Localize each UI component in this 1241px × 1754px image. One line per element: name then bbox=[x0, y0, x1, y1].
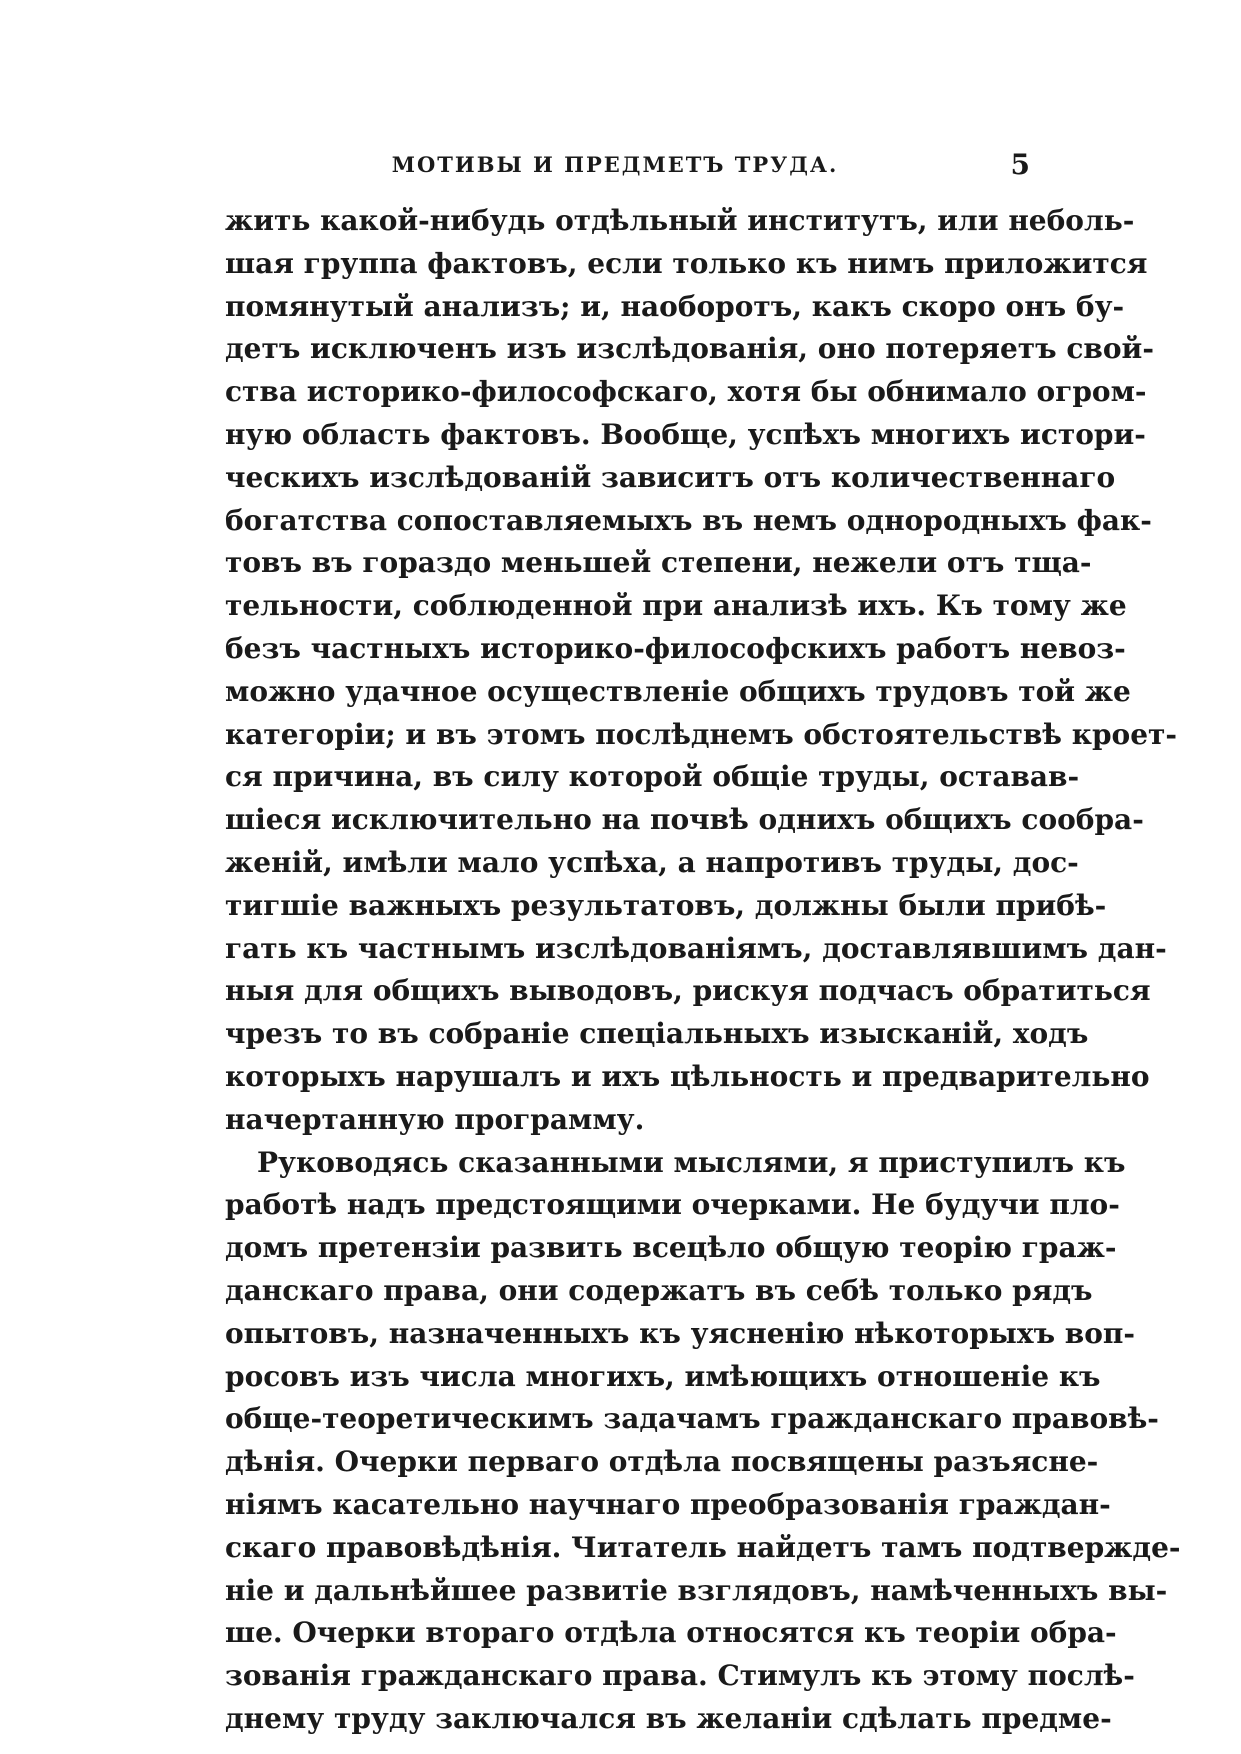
text-line: опытовъ, назначенныхъ къ уясненію нѣкоторыхъ воп- bbox=[225, 1316, 1136, 1350]
text-line: товъ въ гораздо меньшей степени, нежели отъ тща- bbox=[225, 546, 1092, 580]
text-line: ніямъ касательно научнаго преобразованія граждан- bbox=[225, 1487, 1111, 1521]
text-line: шая группа фактовъ, если только къ нимъ приложится bbox=[225, 246, 1148, 280]
text-line: можно удачное осуществленіе общихъ трудовъ той же bbox=[225, 674, 1131, 708]
text-line: ше. Очерки втораго отдѣла относятся къ теоріи обра- bbox=[225, 1616, 1117, 1650]
text-line: богатства сопоставляемыхъ въ немъ однородныхъ фак- bbox=[225, 503, 1152, 537]
text-line: категоріи; и въ этомъ послѣднемъ обстоятельствѣ кроет- bbox=[225, 717, 1177, 751]
text-line: детъ исключенъ изъ изслѣдованія, оно потеряетъ свой- bbox=[225, 332, 1154, 366]
text-line: шіеся исключительно на почвѣ однихъ общихъ сообра- bbox=[225, 803, 1144, 837]
text-line: ныя для общихъ выводовъ, рискуя подчасъ обратиться bbox=[225, 974, 1151, 1008]
text-line: днему труду заключался въ желаніи сдѣлать предме- bbox=[225, 1701, 1112, 1735]
running-head bbox=[200, 148, 1030, 184]
text-line: дѣнія. Очерки перваго отдѣла посвящены разъясне- bbox=[225, 1445, 1099, 1479]
text-line: данскаго права, они содержатъ въ себѣ только рядъ bbox=[225, 1273, 1093, 1307]
text-line: которыхъ нарушалъ и ихъ цѣльность и предварительно bbox=[225, 1059, 1150, 1093]
text-line: росовъ изъ числа многихъ, имѣющихъ отношеніе къ bbox=[225, 1359, 1101, 1393]
body-text bbox=[225, 200, 1181, 1741]
text-line: ческихъ изслѣдованій зависитъ отъ количественнаго bbox=[225, 460, 1116, 494]
text-line: ства историко-философскаго, хотя бы обнимало огром- bbox=[225, 375, 1147, 409]
text-line: тигшіе важныхъ результатовъ, должны были прибѣ- bbox=[225, 888, 1107, 922]
text-line: гать къ частнымъ изслѣдованіямъ, доставлявшимъ дан- bbox=[225, 931, 1167, 965]
text-line: чрезъ то въ собраніе спеціальныхъ изысканій, ходъ bbox=[225, 1017, 1089, 1051]
text-line: ніе и дальнѣйшее развитіе взглядовъ, намѣченныхъ вы- bbox=[225, 1573, 1168, 1607]
text-line: домъ претензіи развить всецѣло общую теорію граж- bbox=[225, 1231, 1117, 1265]
running-title: МОТИВЫ И ПРЕДМЕТЪ ТРУДА. bbox=[391, 152, 839, 177]
text-line: работѣ надъ предстоящими очерками. Не будучи пло- bbox=[225, 1188, 1120, 1222]
text-line: ся причина, въ силу которой общіе труды, оставав- bbox=[225, 760, 1080, 794]
text-line: жить какой-нибудь отдѣльный институтъ, или неболь- bbox=[225, 204, 1135, 237]
text-line: помянутый анализъ; и, наоборотъ, какъ скоро онъ бу- bbox=[225, 289, 1125, 323]
text-line: тельности, соблюденной при анализѣ ихъ. Къ тому же bbox=[225, 589, 1127, 623]
text-line: безъ частныхъ историко-философскихъ работъ невоз- bbox=[225, 631, 1126, 665]
text-line: женій, имѣли мало успѣха, а напротивъ труды, дос- bbox=[225, 845, 1079, 879]
text-line: зованія гражданскаго права. Стимулъ къ этому послѣ- bbox=[225, 1659, 1135, 1693]
text-line: ную область фактовъ. Вообще, успѣхъ многихъ истори- bbox=[225, 417, 1146, 451]
text-line: скаго правовѣдѣнія. Читатель найдетъ тамъ подтвержде- bbox=[225, 1530, 1181, 1564]
text-line: начертанную программу. bbox=[225, 1102, 645, 1136]
text-line: Руководясь сказанными мыслями, я приступилъ къ bbox=[257, 1145, 1126, 1179]
page-number: 5 bbox=[1010, 148, 1030, 181]
text-line: обще-теоретическимъ задачамъ гражданскаго правовѣ- bbox=[225, 1402, 1159, 1436]
